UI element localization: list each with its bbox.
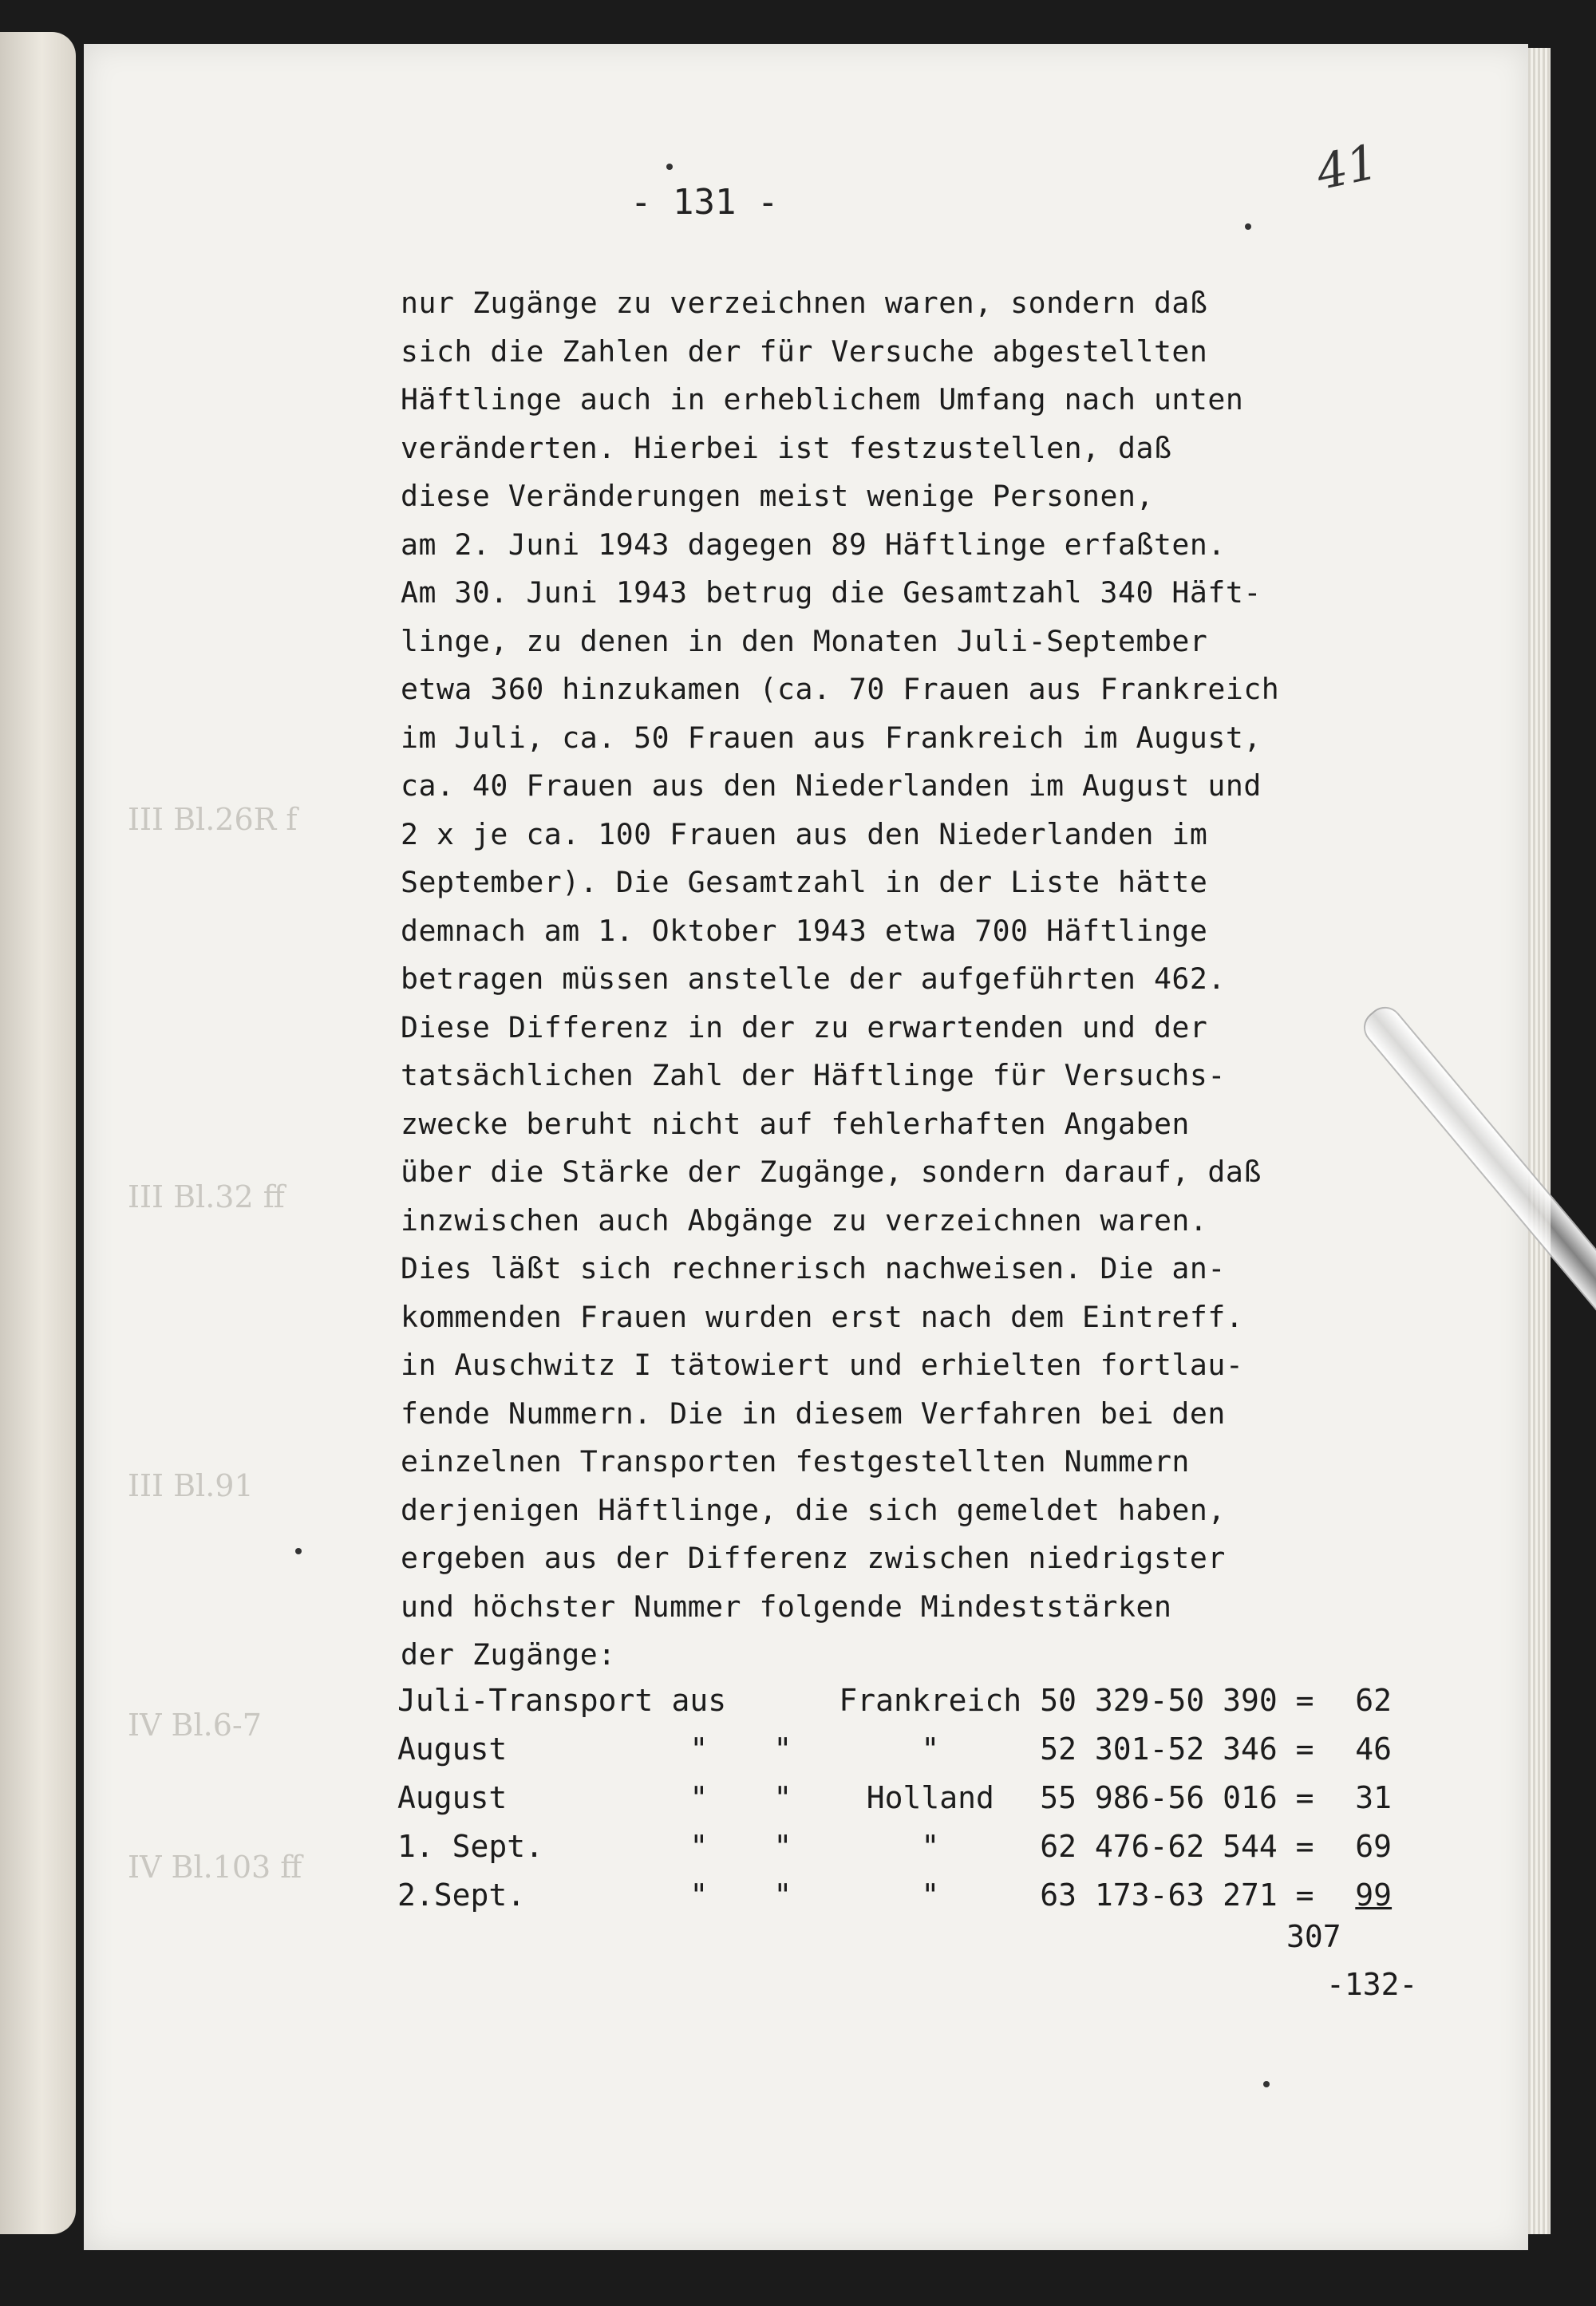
entry-origin: " [921,1731,940,1767]
entry-month: August [397,1779,508,1815]
table-row [397,1870,1419,1919]
speck [295,1548,302,1554]
entry-month: Juli-Transport [397,1682,654,1718]
text-line: betragen müssen anstelle der aufgeführten 462. [401,961,1226,996]
page-stack-edge [1528,48,1551,2234]
ghost-margin-ref: IV Bl.6-7 [128,1708,262,1743]
entry-number-range: 50 329-50 390 = [1040,1682,1314,1718]
text-line: kommenden Frauen wurden erst nach dem Eintreff. [401,1299,1244,1334]
entry-number-range: 62 476-62 544 = [1040,1828,1314,1864]
entry-count: 46 [1355,1731,1393,1767]
ghost-margin-ref: III Bl.26R f [128,802,298,837]
entry-ditto: " [773,1828,792,1864]
handwritten-page-mark: 41 [1311,133,1383,202]
table-row [397,1773,1419,1822]
transport-numbers-table [397,1676,1419,1919]
text-line: der Zugänge: [401,1637,616,1672]
text-line: derjenigen Häftlinge, die sich gemeldet haben, [401,1492,1226,1527]
text-line: diese Veränderungen meist wenige Personen, [401,479,1154,513]
entry-number-range: 52 301-52 346 = [1040,1731,1314,1767]
entry-number-range: 63 173-63 271 = [1040,1877,1314,1913]
ghost-margin-ref: III Bl.32 ff [128,1179,285,1214]
entry-ditto: aus [671,1682,727,1718]
speck [1263,2081,1270,2087]
entry-ditto: " [689,1828,709,1864]
entry-count: 69 [1355,1828,1393,1864]
entry-ditto: " [689,1731,709,1767]
entry-month: 2.Sept. [397,1877,526,1913]
entry-count: 62 [1355,1682,1393,1718]
text-line: am 2. Juni 1943 dagegen 89 Häftlinge erfaßten. [401,527,1226,562]
table-row [397,1822,1419,1870]
entry-ditto: " [773,1877,792,1913]
text-line: sich die Zahlen der für Versuche abgestellten [401,334,1208,369]
entry-month: 1. Sept. [397,1828,544,1864]
table-row [397,1676,1419,1724]
entry-ditto: " [773,1731,792,1767]
entry-count: 99 [1355,1877,1393,1913]
page-number-header: - 131 - [630,182,779,223]
entry-month: August [397,1731,508,1767]
text-line: linge, zu denen in den Monaten Juli-September [401,623,1208,658]
text-line: tatsächlichen Zahl der Häftlinge für Versuchs- [401,1058,1226,1092]
speck [1245,223,1251,230]
text-line: in Auschwitz I tätowiert und erhielten fortlau- [401,1348,1244,1382]
next-page-reference: -132- [1326,1967,1418,2002]
entry-count: 31 [1355,1779,1393,1815]
text-line: zwecke beruht nicht auf fehlerhaften Angaben [401,1106,1190,1141]
ghost-margin-ref: IV Bl.103 ff [128,1850,302,1885]
text-line: Diese Differenz in der zu erwartenden und der [401,1009,1208,1044]
entry-number-range: 55 986-56 016 = [1040,1779,1314,1815]
speck [666,164,673,170]
text-line: etwa 360 hinzukamen (ca. 70 Frauen aus Frankreich [401,672,1280,706]
text-line: einzelnen Transporten festgestellten Nummern [401,1444,1190,1479]
text-line: nur Zugänge zu verzeichnen waren, sondern daß [401,286,1208,320]
text-line: und höchster Nummer folgende Mindeststärken [401,1589,1172,1624]
entry-ditto: " [689,1779,709,1815]
entry-ditto: " [773,1779,792,1815]
text-line: ergeben aus der Differenz zwischen niedrigster [401,1541,1226,1575]
facing-page-edge [0,32,76,2234]
table-row [397,1724,1419,1773]
text-line: fende Nummern. Die in diesem Verfahren bei den [401,1396,1226,1431]
text-line: über die Stärke der Zugänge, sondern darauf, daß [401,1155,1262,1189]
text-line: veränderten. Hierbei ist festzustellen, daß [401,430,1172,465]
entry-origin: Frankreich [839,1682,1022,1718]
entry-origin: Holland [866,1779,994,1815]
text-line: September). Die Gesamtzahl in der Liste hätte [401,865,1208,899]
entry-origin: " [921,1877,940,1913]
text-line: Am 30. Juni 1943 betrug die Gesamtzahl 340 Häft- [401,575,1262,610]
sum-total: 307 [1286,1919,1341,1954]
entry-origin: " [921,1828,940,1864]
text-line: ca. 40 Frauen aus den Niederlanden im August und [401,768,1262,803]
ghost-margin-ref: III Bl.91 [128,1468,254,1503]
body-text [401,279,1374,1680]
text-line: Häftlinge auch in erheblichem Umfang nach unten [401,382,1244,417]
text-line: inzwischen auch Abgänge zu verzeichnen waren. [401,1202,1208,1238]
text-line: 2 x je ca. 100 Frauen aus den Niederlanden im [401,816,1208,851]
text-line: demnach am 1. Oktober 1943 etwa 700 Häftlinge [401,913,1208,948]
entry-ditto: " [689,1877,709,1913]
entry-ditto [745,1676,820,1724]
text-line: Dies läßt sich rechnerisch nachweisen. Die an- [401,1251,1226,1285]
text-line: im Juli, ca. 50 Frauen aus Frankreich im August, [401,720,1262,755]
